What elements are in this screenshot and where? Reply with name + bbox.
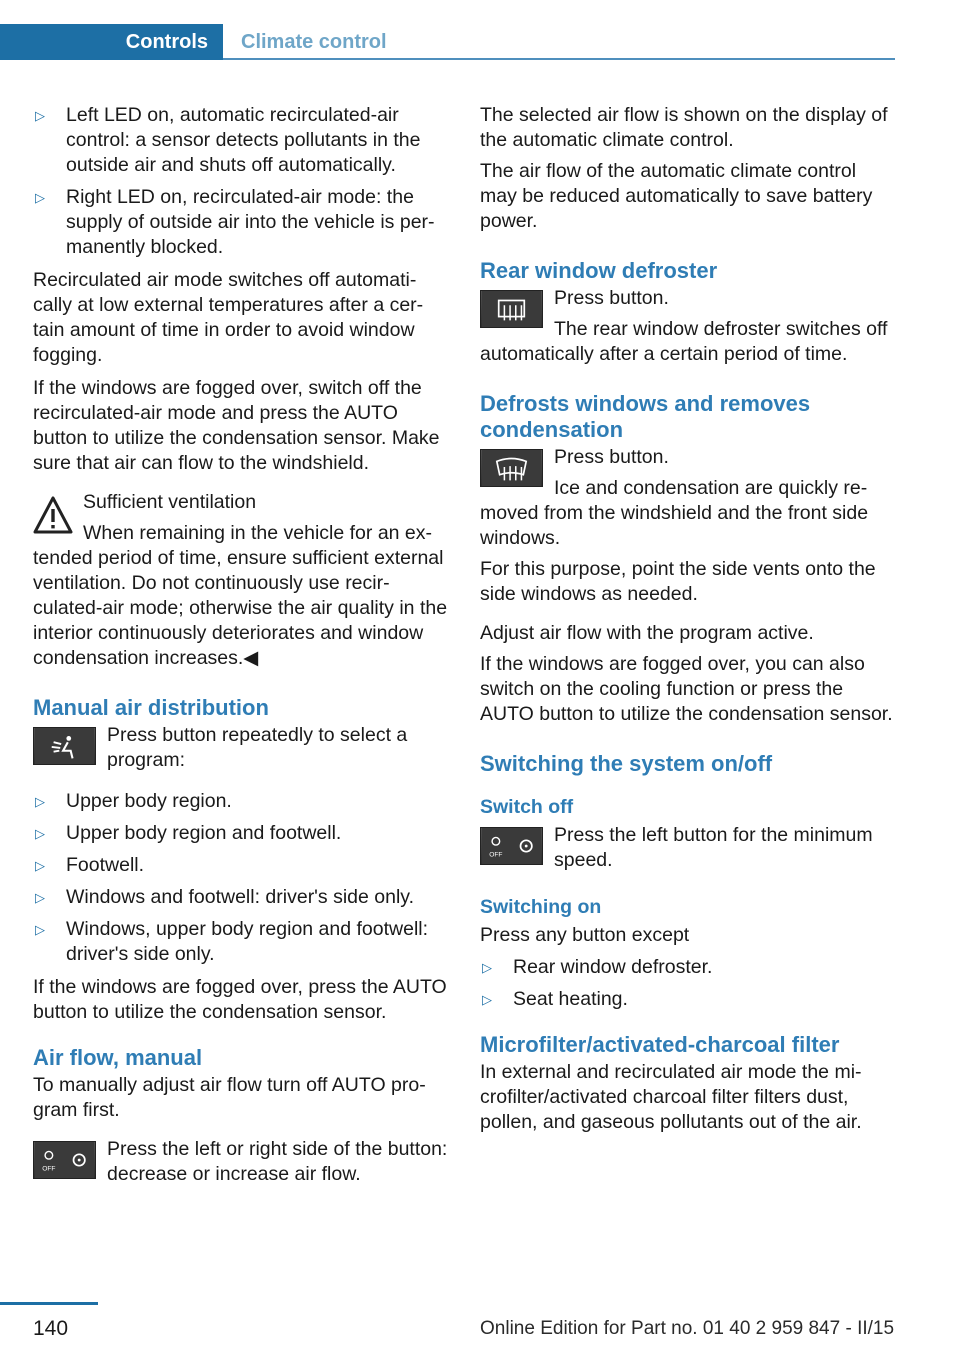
heading-manual-air-distribution: Manual air distribution (33, 695, 269, 720)
manual-distribution-block (33, 723, 448, 773)
heading-defrost-windows: Defrosts windows and removes condensation (480, 391, 811, 442)
heading-rear-window-defroster: Rear window defroster (480, 258, 718, 283)
paragraph: Adjust air flow with the program active. (480, 622, 814, 644)
rear-window-defroster-button-icon (480, 290, 543, 328)
switch-off-block (480, 823, 898, 873)
warning-triangle-icon (33, 496, 73, 534)
triangle-bullet-icon: ▷ (482, 960, 492, 975)
svg-text:OFF: OFF (489, 851, 503, 859)
triangle-bullet-icon: ▷ (35, 922, 45, 937)
heading-switching-on: Switching on (480, 896, 602, 918)
heading-switching-system: Switching the system on/off (480, 751, 773, 776)
paragraph: In external and recirculated air mode the microfilter/activated charcoal filter filters dust, pollen, and gaseous pollutants out of the air. (480, 1061, 862, 1133)
triangle-bullet-icon: ▷ (35, 190, 45, 205)
section-tab-controls: Controls (0, 24, 223, 60)
fan-speed-button-icon (480, 827, 543, 865)
paragraph: Recirculated air mode switches off automatically at low external temperatures after a certain amount of time in order to avoid window fogging. (33, 269, 424, 366)
page-header (0, 24, 895, 62)
air-distribution-button-icon (33, 727, 96, 765)
rear-defroster-text: The rear window defroster switches off automatically after a certain period of time. (480, 318, 888, 365)
manual-distribution-text: Press button repeatedly to select a program: (107, 724, 408, 771)
paragraph: For this purpose, point the side vents onto the side windows as needed. (480, 558, 876, 605)
list-item: ▷ Left LED on, automatic recirculated-air control: a sensor detects pollutants in the outside air and shuts off automatically. (35, 104, 421, 176)
triangle-bullet-icon: ▷ (35, 890, 45, 905)
airflow-button-text: Press the left or right side of the button: decrease or increase air flow. (107, 1138, 448, 1185)
switching-on-text: Press any button except (480, 924, 690, 946)
list-item: ▷ Upper body region and footwell. (35, 822, 342, 844)
list-item: ▷ Right LED on, recirculated-air mode: the supply of outside air into the vehicle is permanently blocked. (35, 186, 435, 258)
triangle-bullet-icon: ▷ (482, 992, 492, 1007)
triangle-bullet-icon: ▷ (35, 794, 45, 809)
right-column (480, 103, 898, 1135)
warning-text: When remaining in the vehicle for an extended period of time, ensure sufficient external ventilation. Do not continuously use recirculated-air mode; otherwise the air quality in the interior continuously deteriorates and window condensation increases.◀ (33, 522, 448, 669)
page-number: 140 (33, 1317, 69, 1340)
list-item: ▷ Upper body region. (35, 790, 232, 812)
paragraph: If the windows are fogged over, you can also switch on the cooling function or press the AUTO button to utilize the condensation sensor. (480, 653, 893, 725)
list-item: ▷ Windows, upper body region and footwell: driver's side only. (35, 918, 429, 965)
program-list (33, 789, 448, 967)
paragraph: The air flow of the automatic climate control may be reduced automatically to save battery power. (480, 160, 873, 232)
edition-footer: Online Edition for Part no. 01 40 2 959 847 - II/15 (480, 1318, 895, 1339)
paragraph: The selected air flow is shown on the display of the automatic climate control. (480, 104, 888, 151)
heading-switch-off: Switch off (480, 796, 574, 818)
list-item: ▷ Rear window defroster. (482, 956, 713, 978)
footer-divider (0, 1302, 98, 1305)
paragraph: If the windows are fogged over, press the AUTO button to utilize the condensation sensor. (33, 976, 447, 1023)
airflow-intro: To manually adjust air flow turn off AUTO program first. (33, 1074, 426, 1121)
except-list (480, 955, 898, 1012)
switch-off-text: Press the left button for the minimum speed. (554, 824, 873, 871)
warning-title: Sufficient ventilation (83, 491, 257, 513)
fan-speed-button-icon (33, 1141, 96, 1179)
rear-defroster-block (480, 286, 898, 367)
windshield-defrost-button-icon (480, 449, 543, 487)
paragraph: If the windows are fogged over, switch off the recirculated-air mode and press the AUTO button to utilize the condensation sensor. Make sure that air can flow to the windshield. (33, 377, 440, 474)
defrost-press: Press button. (554, 446, 669, 468)
triangle-bullet-icon: ▷ (35, 826, 45, 841)
left-column (33, 103, 448, 1187)
heading-air-flow-manual: Air flow, manual (33, 1045, 203, 1070)
chapter-tab-climate-control: Climate control (241, 31, 387, 53)
airflow-button-block (33, 1137, 448, 1187)
list-item: ▷ Seat heating. (482, 988, 628, 1010)
triangle-bullet-icon: ▷ (35, 108, 45, 123)
triangle-bullet-icon: ▷ (35, 858, 45, 873)
header-divider (223, 58, 895, 60)
defrost-text: Ice and condensation are quickly removed from the windshield and the front side windows. (480, 477, 869, 549)
svg-text:OFF: OFF (42, 1165, 56, 1173)
defrost-block (480, 445, 898, 551)
warning-block (33, 490, 448, 671)
list-item: ▷ Footwell. (35, 854, 145, 876)
list-item: ▷ Windows and footwell: driver's side only. (35, 886, 415, 908)
rear-defroster-press: Press button. (554, 287, 669, 309)
heading-microfilter: Microfilter/activated-charcoal filter (480, 1032, 840, 1057)
led-state-list (33, 103, 448, 260)
